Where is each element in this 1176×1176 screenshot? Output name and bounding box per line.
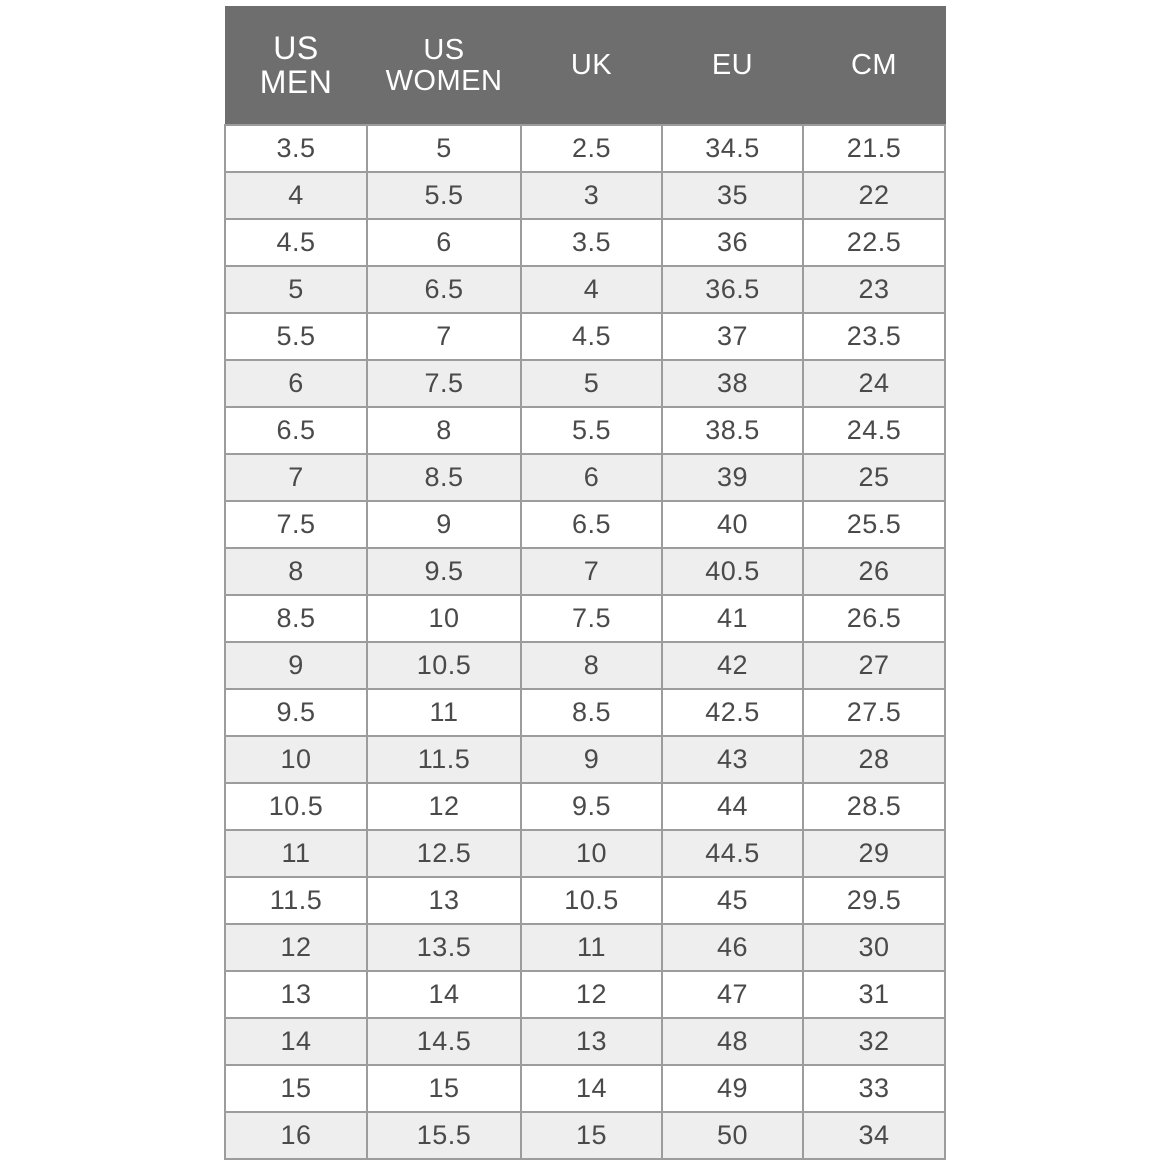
cell-uk: 7.5	[521, 595, 662, 642]
header-uk-label: UK	[570, 49, 613, 82]
cell-us-women: 13	[367, 877, 521, 924]
shoe-size-chart	[224, 6, 946, 1160]
cell-uk: 12	[521, 971, 662, 1018]
header-uk	[521, 7, 662, 126]
cell-us-women: 6.5	[367, 266, 521, 313]
header-row	[225, 7, 945, 126]
cell-eu: 38	[662, 360, 803, 407]
cell-cm: 21.5	[803, 125, 945, 172]
cell-cm: 23.5	[803, 313, 945, 360]
cell-cm: 23	[803, 266, 945, 313]
cell-us-men: 4	[225, 172, 367, 219]
cell-cm: 25	[803, 454, 945, 501]
cell-cm: 31	[803, 971, 945, 1018]
cell-cm: 28	[803, 736, 945, 783]
cell-eu: 39	[662, 454, 803, 501]
table-row	[225, 548, 945, 595]
cell-uk: 7	[521, 548, 662, 595]
table-row	[225, 830, 945, 877]
cell-cm: 26	[803, 548, 945, 595]
cell-us-men: 9	[225, 642, 367, 689]
table-row	[225, 172, 945, 219]
cell-us-men: 8	[225, 548, 367, 595]
cell-cm: 32	[803, 1018, 945, 1065]
table-row	[225, 219, 945, 266]
cell-us-women: 8.5	[367, 454, 521, 501]
cell-us-men: 10.5	[225, 783, 367, 830]
cell-us-women: 9	[367, 501, 521, 548]
header-us-men	[225, 7, 367, 126]
cell-uk: 5.5	[521, 407, 662, 454]
cell-eu: 38.5	[662, 407, 803, 454]
cell-us-men: 8.5	[225, 595, 367, 642]
cell-us-women: 14	[367, 971, 521, 1018]
cell-uk: 2.5	[521, 125, 662, 172]
size-chart-body	[225, 125, 945, 1159]
header-cm-label: CM	[850, 49, 898, 82]
cell-eu: 36.5	[662, 266, 803, 313]
cell-cm: 24	[803, 360, 945, 407]
cell-cm: 27	[803, 642, 945, 689]
header-eu	[662, 7, 803, 126]
cell-eu: 44.5	[662, 830, 803, 877]
header-us-women	[367, 7, 521, 126]
cell-us-women: 12.5	[367, 830, 521, 877]
cell-uk: 9.5	[521, 783, 662, 830]
cell-us-men: 9.5	[225, 689, 367, 736]
cell-us-women: 10	[367, 595, 521, 642]
table-row	[225, 313, 945, 360]
cell-us-men: 3.5	[225, 125, 367, 172]
cell-us-men: 7	[225, 454, 367, 501]
cell-eu: 49	[662, 1065, 803, 1112]
cell-cm: 22.5	[803, 219, 945, 266]
cell-uk: 15	[521, 1112, 662, 1159]
cell-eu: 42.5	[662, 689, 803, 736]
cell-eu: 48	[662, 1018, 803, 1065]
cell-cm: 24.5	[803, 407, 945, 454]
cell-us-women: 15	[367, 1065, 521, 1112]
table-row	[225, 971, 945, 1018]
cell-uk: 8.5	[521, 689, 662, 736]
cell-us-women: 11	[367, 689, 521, 736]
cell-eu: 44	[662, 783, 803, 830]
cell-uk: 6.5	[521, 501, 662, 548]
cell-us-women: 13.5	[367, 924, 521, 971]
cell-us-men: 11.5	[225, 877, 367, 924]
cell-eu: 37	[662, 313, 803, 360]
cell-uk: 11	[521, 924, 662, 971]
cell-us-men: 16	[225, 1112, 367, 1159]
table-row	[225, 924, 945, 971]
cell-cm: 30	[803, 924, 945, 971]
table-row	[225, 1065, 945, 1112]
cell-uk: 3.5	[521, 219, 662, 266]
cell-eu: 34.5	[662, 125, 803, 172]
table-row	[225, 783, 945, 830]
table-row	[225, 877, 945, 924]
cell-us-men: 7.5	[225, 501, 367, 548]
header-us-women-line-2: WOMEN	[385, 64, 503, 97]
table-row	[225, 501, 945, 548]
cell-us-men: 15	[225, 1065, 367, 1112]
cell-uk: 9	[521, 736, 662, 783]
table-row	[225, 595, 945, 642]
cell-us-men: 13	[225, 971, 367, 1018]
table-row	[225, 360, 945, 407]
table-row	[225, 1018, 945, 1065]
cell-cm: 29	[803, 830, 945, 877]
cell-uk: 4	[521, 266, 662, 313]
cell-cm: 34	[803, 1112, 945, 1159]
cell-uk: 3	[521, 172, 662, 219]
cell-us-men: 14	[225, 1018, 367, 1065]
header-us-men-line-2: MEN	[259, 63, 333, 100]
table-row	[225, 266, 945, 313]
header-us-men-line-1: US	[273, 29, 319, 66]
cell-us-women: 11.5	[367, 736, 521, 783]
cell-us-women: 9.5	[367, 548, 521, 595]
cell-uk: 10.5	[521, 877, 662, 924]
cell-eu: 36	[662, 219, 803, 266]
cell-us-women: 7	[367, 313, 521, 360]
header-cm	[803, 7, 945, 126]
cell-us-women: 14.5	[367, 1018, 521, 1065]
cell-eu: 41	[662, 595, 803, 642]
table-row	[225, 736, 945, 783]
cell-uk: 5	[521, 360, 662, 407]
cell-cm: 28.5	[803, 783, 945, 830]
cell-uk: 10	[521, 830, 662, 877]
table-row	[225, 689, 945, 736]
cell-us-women: 10.5	[367, 642, 521, 689]
table-row	[225, 1112, 945, 1159]
cell-us-men: 11	[225, 830, 367, 877]
cell-eu: 40	[662, 501, 803, 548]
cell-cm: 27.5	[803, 689, 945, 736]
cell-us-men: 12	[225, 924, 367, 971]
cell-eu: 50	[662, 1112, 803, 1159]
cell-cm: 33	[803, 1065, 945, 1112]
cell-us-women: 15.5	[367, 1112, 521, 1159]
header-eu-label: EU	[711, 49, 754, 82]
cell-uk: 14	[521, 1065, 662, 1112]
cell-cm: 26.5	[803, 595, 945, 642]
cell-eu: 43	[662, 736, 803, 783]
table-row	[225, 125, 945, 172]
cell-us-women: 6	[367, 219, 521, 266]
cell-eu: 45	[662, 877, 803, 924]
cell-eu: 47	[662, 971, 803, 1018]
cell-us-men: 5	[225, 266, 367, 313]
cell-us-women: 7.5	[367, 360, 521, 407]
cell-cm: 22	[803, 172, 945, 219]
cell-us-men: 10	[225, 736, 367, 783]
header-us-women-line-1: US	[423, 34, 465, 67]
cell-eu: 40.5	[662, 548, 803, 595]
cell-us-men: 6	[225, 360, 367, 407]
cell-us-men: 6.5	[225, 407, 367, 454]
cell-us-men: 5.5	[225, 313, 367, 360]
cell-uk: 13	[521, 1018, 662, 1065]
table-row	[225, 454, 945, 501]
cell-us-women: 5.5	[367, 172, 521, 219]
table-row	[225, 642, 945, 689]
cell-cm: 25.5	[803, 501, 945, 548]
cell-uk: 8	[521, 642, 662, 689]
cell-us-women: 12	[367, 783, 521, 830]
cell-eu: 42	[662, 642, 803, 689]
cell-eu: 35	[662, 172, 803, 219]
cell-us-women: 5	[367, 125, 521, 172]
cell-cm: 29.5	[803, 877, 945, 924]
cell-us-women: 8	[367, 407, 521, 454]
cell-uk: 4.5	[521, 313, 662, 360]
cell-uk: 6	[521, 454, 662, 501]
cell-eu: 46	[662, 924, 803, 971]
size-chart-header	[225, 7, 945, 126]
table-row	[225, 407, 945, 454]
cell-us-men: 4.5	[225, 219, 367, 266]
